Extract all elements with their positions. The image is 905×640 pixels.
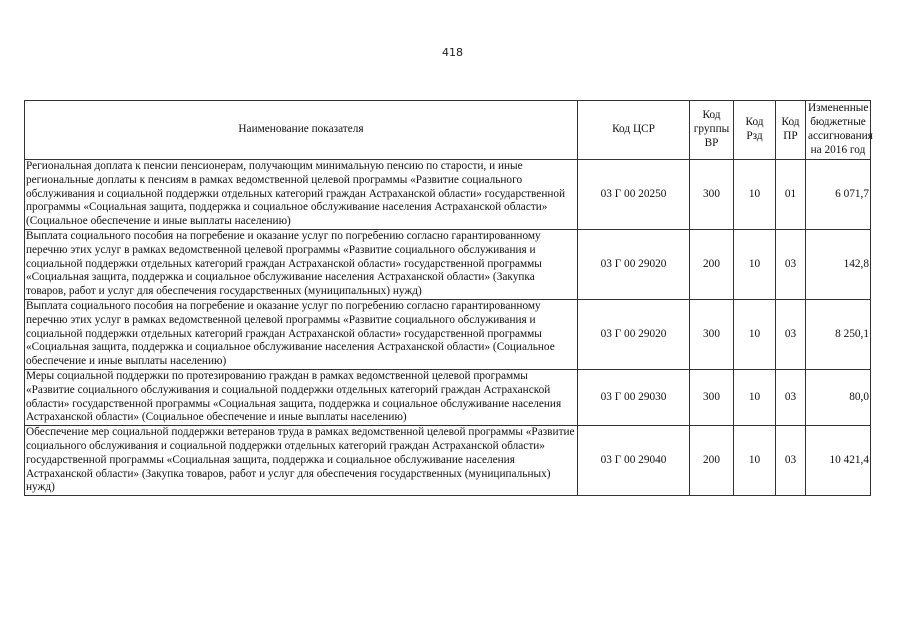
section-code-cell: 10 bbox=[734, 299, 776, 369]
header-line: Код bbox=[702, 109, 721, 122]
section-code-cell: 10 bbox=[734, 160, 776, 230]
table-header-row bbox=[25, 101, 871, 160]
header-line: бюджетные bbox=[810, 116, 866, 129]
header-subsection-code bbox=[776, 101, 806, 160]
section-code-cell: 10 bbox=[734, 369, 776, 425]
indicator-name-cell: Меры социальной поддержки по протезированию граждан в рамках ведомственной целевой программы «Развитие социального обслуживания и социальной поддержки отдельных категорий граждан Астраханской области» государственной программы «Социальная защита, поддержка и социальное обслуживание населения Астраханской области» (Социальное обеспечение и иные выплаты населению) bbox=[25, 369, 578, 425]
table-row bbox=[25, 160, 871, 230]
subsection-code-cell: 01 bbox=[776, 160, 806, 230]
table-row bbox=[25, 426, 871, 496]
amount-cell: 80,0 bbox=[806, 369, 871, 425]
csr-code-cell: 03 Г 00 29020 bbox=[578, 299, 690, 369]
indicator-name-cell: Выплата социального пособия на погребение и оказание услуг по погребению согласно гарантированному перечню этих услуг в рамках ведомственной целевой программы «Развитие социального обслуживания и социальной поддержки отдельных категорий граждан Астраханской области» государственной программы «Социальная защита, поддержка и социальное обслуживание населения Астраханской области» (Закупка товаров, работ и услуг для обеспечения государственных (муниципальных) нужд) bbox=[25, 229, 578, 299]
header-line: ВР bbox=[704, 136, 719, 149]
header-line: группы bbox=[693, 123, 730, 136]
header-indicator-name bbox=[25, 101, 578, 160]
vr-code-cell: 300 bbox=[690, 299, 734, 369]
csr-code-cell: 03 Г 00 29040 bbox=[578, 426, 690, 496]
table-row bbox=[25, 229, 871, 299]
csr-code-cell: 03 Г 00 29030 bbox=[578, 369, 690, 425]
header-line: Наименование показателя bbox=[238, 123, 364, 136]
vr-code-cell: 300 bbox=[690, 369, 734, 425]
vr-code-cell: 300 bbox=[690, 160, 734, 230]
header-amount-2016 bbox=[806, 101, 871, 160]
header-line: ассигнования bbox=[808, 130, 873, 142]
amount-cell: 6 071,7 bbox=[806, 160, 871, 230]
subsection-code-cell: 03 bbox=[776, 426, 806, 496]
csr-code-cell: 03 Г 00 29020 bbox=[578, 229, 690, 299]
indicator-name-cell: Региональная доплата к пенсии пенсионерам, получающим минимальную пенсию по старости, и иные региональные доплаты к пенсиям в рамках ведомственной целевой программы «Развитие социального обслуживания и социальной поддержки отдельных категорий граждан Астраханской области» государственной программы «Социальная защита, поддержка и социальное обслуживание населения Астраханской области» (Социальное обеспечение и иные выплаты населению) bbox=[25, 160, 578, 230]
budget-table bbox=[24, 100, 871, 496]
header-line: на 2016 год bbox=[810, 143, 866, 156]
subsection-code-cell: 03 bbox=[776, 369, 806, 425]
table-row bbox=[25, 369, 871, 425]
header-line: Измененные bbox=[808, 102, 869, 115]
csr-code-cell: 03 Г 00 20250 bbox=[578, 160, 690, 230]
subsection-code-cell: 03 bbox=[776, 229, 806, 299]
indicator-name-cell: Обеспечение мер социальной поддержки ветеранов труда в рамках ведомственной целевой программы «Развитие социального обслуживания и социальной поддержки отдельных категорий граждан Астраханской области» государственной программы «Социальная защита, поддержка и социальное обслуживание населения Астраханской области» (Закупка товаров, работ и услуг для обеспечения государственных (муниципальных) нужд) bbox=[25, 426, 578, 496]
header-section-code bbox=[734, 101, 776, 160]
section-code-cell: 10 bbox=[734, 229, 776, 299]
subsection-code-cell: 03 bbox=[776, 299, 806, 369]
vr-code-cell: 200 bbox=[690, 426, 734, 496]
header-line: ПР bbox=[783, 130, 798, 142]
amount-cell: 142,8 bbox=[806, 229, 871, 299]
header-line: Код bbox=[781, 116, 800, 129]
header-vr-code bbox=[690, 101, 734, 160]
table-row bbox=[25, 299, 871, 369]
page-number: 418 bbox=[442, 46, 463, 59]
header-line: Рзд bbox=[746, 130, 763, 142]
header-csr-code bbox=[578, 101, 690, 160]
header-line: Код ЦСР bbox=[612, 123, 655, 136]
section-code-cell: 10 bbox=[734, 426, 776, 496]
amount-cell: 10 421,4 bbox=[806, 426, 871, 496]
amount-cell: 8 250,1 bbox=[806, 299, 871, 369]
indicator-name-cell: Выплата социального пособия на погребение и оказание услуг по погребению согласно гарантированному перечню этих услуг в рамках ведомственной целевой программы «Развитие социального обслуживания и социальной поддержки отдельных категорий граждан Астраханской области» государственной программы «Социальная защита, поддержка и социальное обслуживание населения Астраханской области» (Социальное обеспечение и иные выплаты населению) bbox=[25, 299, 578, 369]
header-line: Код bbox=[745, 116, 764, 129]
vr-code-cell: 200 bbox=[690, 229, 734, 299]
